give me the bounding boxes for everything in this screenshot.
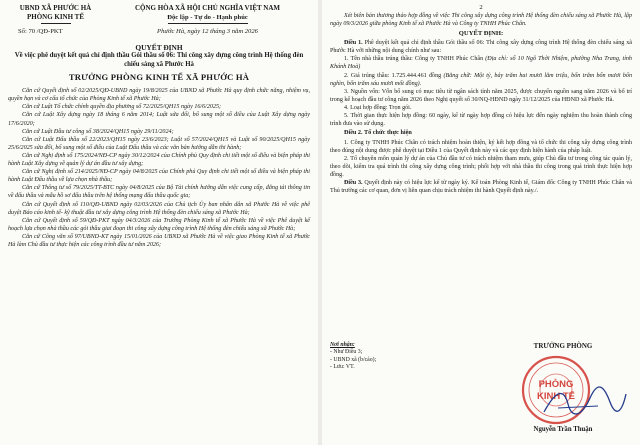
document-header (8, 4, 310, 24)
article-3 (330, 179, 632, 195)
document-meta (8, 27, 310, 36)
article-1-item-4: 4. Loại hợp đồng: Trọn gói. (344, 104, 412, 111)
item-1-detail: (Địa chỉ: số 10 Ngô Thời Nhiệm, phường Nha Trang, tỉnh Khánh Hoà) (330, 56, 632, 71)
intro-paragraph: Xét biên bản thương thảo hợp đồng về việc Thi công xây dựng công trình Hệ thống đèn chiếu sáng xã Phước Hà, lập ngày 09/3/2026 giữa phòng Kinh tế xã Phước Hà và Công ty TNHH Phúc Chân. (330, 13, 632, 28)
signature-block (330, 342, 632, 442)
legal-basis-9: Căn cứ Quyết định số 110/QĐ-UBND ngày 02/03/2026 của Chủ tịch Ủy ban nhân dân xã Phước Hà về việc phê duyệt Báo cáo kinh tế- kỹ thuật đầu tư xây dựng công trình Hệ thống đèn chiếu sáng xã Phước Hà; (8, 201, 310, 216)
legal-basis-8: Căn cứ Thông tư số 79/2025/TT-BTC ngày 04/8/2025 của Bộ Tài chính hướng dẫn việc cung cấp, đăng tải thông tin về đấu thầu và mẫu hồ sơ đấu thầu trên hệ thống mạng đấu thầu quốc gia; (8, 185, 310, 200)
document-page-2 (322, 0, 640, 445)
document-subtitle: Về việc phê duyệt kết quả chỉ định thầu Gói thầu số 06: Thi công xây dựng công trình Hệ thống đèn chiếu sáng xã Phước Hà (14, 52, 304, 68)
item-1-lead: 1. Tên nhà thầu trúng thầu: Công ty TNHH Phúc Chân (344, 56, 484, 63)
recipient-item: - UBND xã (b/cáo); (330, 356, 377, 363)
handwritten-signature-icon (538, 382, 628, 422)
legal-basis-11: Căn cứ Công văn số 97/UBND-KT ngày 15/01/2026 của UBND xã Phước Hà về việc giao Phòng Kinh tế xã Phước Hà làm Chủ đầu tư thực hiện các công trình đầu tư năm 2026; (8, 233, 310, 248)
article-3-text: Quyết định này có hiệu lực kể từ ngày ký. Kế toán Phòng Kinh tế, Giám đốc Công ty TNHH Phúc Chân và Thủ trưởng các cơ quan, đơn vị liên quan chịu trách nhiệm thi hành Quyết định này./. (330, 180, 633, 195)
document-page-1 (0, 0, 318, 445)
recipient-item: - Như Điều 3; (330, 349, 363, 356)
article-2-item-2: 2. Tổ chuyên môn quản lý dự án của Chủ đầu tư có trách nhiệm tham mưu, giúp Chủ đầu tư trong công tác quản lý, theo dõi, kiểm tra quá trình thi công xây dựng công trình; phối hợp với nhà thầu thi công trong quá trình thực hiện hợp đồng. (330, 155, 632, 178)
article-1-item-1 (330, 55, 632, 71)
agency-underline (41, 23, 71, 24)
national-title: CỘNG HÒA XÃ HỘI CHỦ NGHĨA VIỆT NAM (134, 4, 280, 12)
signer-position: TRƯỞNG PHÒNG (533, 342, 593, 350)
decision-heading: QUYẾT ĐỊNH: (458, 30, 504, 38)
item-2-detail: (Bằng chữ: Một tỷ, bảy trăm hai mươi lăm triệu, bốn trăm bốn mươi bốn nghìn, bốn trăm sáu mươi mốt đồng). (330, 72, 632, 87)
article-2-heading: Điều 2. Tổ chức thực hiện (344, 129, 412, 137)
item-2-lead: 2. Giá trúng thầu: 1.725.444.461 đồng (344, 72, 442, 79)
recipients-label: Nơi nhận: (330, 342, 355, 348)
legal-basis-1: Căn cứ Quyết định số 02/2025/QĐ-UBND ngày 19/8/2025 của UBND xã Phước Hà quy định chức năng, nhiệm vụ, quyền hạn và cơ cấu tổ chức của Phòng Kinh tế xã Phước Hà; (8, 88, 310, 103)
article-1-text: Phê duyệt kết quả chỉ định thầu Gói thầu số 06: Thi công xây dựng công trình Hệ thống đèn chiếu sáng xã Phước Hà với những nội dung chính như sau: (330, 40, 633, 55)
article-1-item-3: 3. Nguồn vốn: Vốn bổ sung có mục tiêu từ ngân sách tỉnh năm 2025, được chuyển nguồn sang năm 2026 và bố trí trong kế hoạch đầu tư công năm 2026 theo Nghị quyết số 30/NQ-HĐND ngày 31/12/2025 của HĐND xã Phước Hà. (330, 88, 632, 103)
document-date: Phước Hà, ngày 12 tháng 3 năm 2026 (157, 28, 258, 35)
signer (498, 342, 628, 433)
agency-header (8, 4, 103, 24)
recipient-item: - Lưu: VT. (330, 364, 355, 371)
page-number: 2 (479, 4, 483, 11)
legal-basis-5: Căn cứ Luật Đấu thầu số 22/2023/QH15 ngày 23/6/2023; Luật số 57/2024/QH15 và Luật số 90/2025/QH15 ngày 25/6/2025 sửa đổi, bổ sung một số điều của Luật Đấu thầu và các văn bản hướng dẫn thi hành; (8, 136, 310, 151)
svg-text:PHÒNG: PHÒNG (538, 379, 574, 390)
motto-underline (168, 23, 248, 24)
signer-name: Nguyễn Trần Thuận (533, 426, 593, 433)
article-1-label: Điều 1. (344, 40, 363, 47)
recipients (330, 342, 460, 372)
agency-parent: UBND XÃ PHƯỚC HÀ (19, 4, 92, 12)
legal-basis-4: Căn cứ Luật Đầu tư công số 38/2024/QH15 ngày 29/11/2024; (22, 128, 174, 135)
svg-text:KINH TẾ: KINH TẾ (537, 391, 575, 402)
legal-basis-2: Căn cứ Luật Tổ chức chính quyền địa phương số 72/2025/QH15 ngày 16/6/2025; (22, 104, 222, 111)
legal-basis-10: Căn cứ Quyết định số 59/QĐ-PKT ngày 04/3/2026 của Trưởng Phòng Kinh tế xã Phước Hà về việc Phê duyệt kế hoạch lựa chọn nhà thầu các gói thầu giai đoạn thi công xây dựng công trình Hệ thống đèn chiếu sáng xã Phước Hà; (8, 217, 310, 232)
legal-basis-3: Căn cứ Luật Xây dựng ngày 18 tháng 6 năm 2014; Luật sửa đổi, bổ sung một số điều của Luật Xây dựng ngày 17/6/2020; (8, 112, 310, 127)
national-motto: Độc lập - Tự do - Hạnh phúc (167, 14, 248, 21)
issuer-title: TRƯỞNG PHÒNG KINH TẾ XÃ PHƯỚC HÀ (68, 72, 250, 83)
article-1-item-2 (330, 72, 632, 88)
article-1 (330, 39, 632, 55)
article-2-item-1: 1. Công ty TNHH Phúc Chân có trách nhiệm hoàn thiện, ký kết hợp đồng và tổ chức thi công xây dựng công trình theo đúng nội dung được phê duyệt tại Điều 1 của Quyết định này và các quy định hiện hành của pháp luật. (330, 139, 632, 154)
legal-basis-7: Căn cứ Nghị định số 214/2025/NĐ-CP ngày 04/8/2025 của Chính phủ Quy định chi tiết một số điều và biện pháp thi hành Luật Đấu thầu về lựa chọn nhà thầu; (8, 169, 310, 184)
article-3-label: Điều 3. (344, 180, 363, 187)
document-title: QUYẾT ĐỊNH (135, 43, 183, 52)
legal-basis-6: Căn cứ Nghị định số 175/2024/NĐ-CP ngày 30/12/2024 của Chính phủ Quy định chi tiết một số điều và biện pháp thi hành Luật Xây dựng về quản lý dự án đầu tư xây dựng; (8, 152, 310, 168)
agency-name: PHÒNG KINH TẾ (26, 13, 85, 21)
national-header (105, 4, 310, 24)
article-1-item-5: 5. Thời gian thực hiện hợp đồng: 60 ngày, kể từ ngày hợp đồng có hiệu lực đến ngày nghiệm thu hoàn thành công trình đưa vào sử dụng. (330, 113, 632, 128)
document-number: Số: 70 /QĐ-PKT (18, 28, 63, 35)
